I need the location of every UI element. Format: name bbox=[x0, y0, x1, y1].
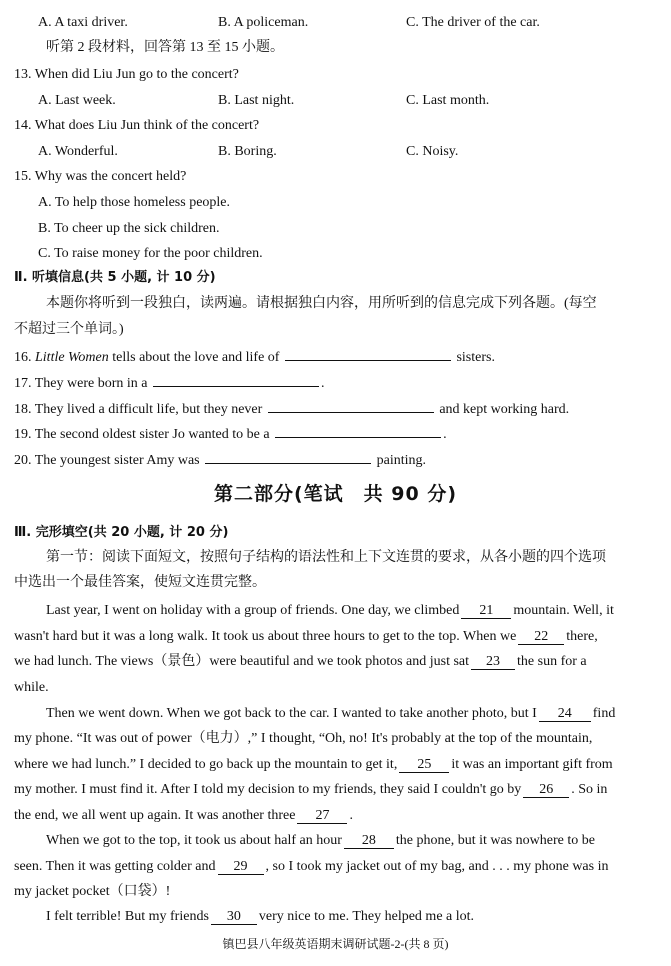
passage-line bbox=[14, 681, 49, 695]
part2-heading: Ⅱ. 听填信息(共 5 小题, 计 10 分) bbox=[14, 270, 216, 285]
passage-line bbox=[46, 834, 595, 849]
q14-option-b: B. Boring. bbox=[218, 144, 277, 159]
q14-option-c: C. Noisy. bbox=[406, 144, 459, 159]
passage-line bbox=[14, 630, 598, 645]
passage-text: it was an important gift from bbox=[451, 757, 613, 772]
fill-item-19: 19. The second oldest sister Jo wanted to be a . bbox=[14, 427, 447, 442]
part2-instructions-line2: 不超过三个单词。) bbox=[14, 322, 124, 337]
part3-instructions-line1: 第一节：阅读下面短文，按照句子结构的语法性和上下文连贯的要求，从各小题的四个选项 bbox=[46, 550, 606, 565]
passage-text: . bbox=[349, 808, 353, 823]
passage-text: where we had lunch.” I decided to go back up the mountain to get it, bbox=[14, 757, 398, 772]
passage-text: seen. Then it was getting colder and bbox=[14, 859, 216, 874]
passage-text: find bbox=[592, 706, 616, 721]
part3-instructions-line2: 中选出一个最佳答案，使短文连贯完整。 bbox=[14, 575, 266, 590]
passage-text: When we got to the top, it took us about half an hour bbox=[46, 833, 342, 848]
passage-text: while. bbox=[14, 680, 49, 695]
passage-text: Last year, I went on holiday with a group of friends. One day, we climbed bbox=[46, 603, 460, 618]
book-title: Little Women bbox=[35, 350, 109, 365]
cloze-blank-28[interactable]: 28 bbox=[344, 834, 394, 849]
passage-line bbox=[14, 809, 353, 824]
cloze-blank-24[interactable]: 24 bbox=[539, 707, 591, 722]
passage-text: the end, we all went up again. It was another three bbox=[14, 808, 296, 823]
written-part-title: 第二部分(笔试 共 90 分) bbox=[213, 483, 458, 505]
page-footer: 镇巴县八年级英语期末调研试题-2-(共 8 页) bbox=[222, 937, 449, 951]
cloze-blank-25[interactable]: 25 bbox=[399, 758, 449, 773]
passage-line bbox=[46, 707, 615, 722]
q13-option-c: C. Last month. bbox=[406, 93, 490, 108]
part2-instructions-line1: 本题你将听到一段独白，读两遍。请根据独白内容，用所听到的信息完成下列各题。(每空 bbox=[46, 296, 597, 311]
passage-text: mountain. Well, it bbox=[513, 603, 614, 618]
q15-stem: 15. Why was the concert held? bbox=[14, 169, 187, 184]
passage-text: the phone, but it was nowhere to be bbox=[395, 833, 595, 848]
fill-item-18: 18. They lived a difficult life, but they never and kept working hard. bbox=[14, 402, 570, 417]
part3-heading: Ⅲ. 完形填空(共 20 小题, 计 20 分) bbox=[14, 525, 229, 540]
fill-item-20: 20. The youngest sister Amy was painting. bbox=[14, 453, 427, 468]
answer-blank-17[interactable] bbox=[153, 374, 319, 387]
cloze-blank-29[interactable]: 29 bbox=[218, 860, 264, 875]
passage-text: wasn't hard but it was a long walk. It took us about three hours to get to the top. When we bbox=[14, 629, 517, 644]
passage-line bbox=[14, 758, 613, 773]
passage-text: the sun for a bbox=[517, 654, 587, 669]
q15-option-a: A. To help those homeless people. bbox=[38, 195, 231, 210]
cloze-blank-22[interactable]: 22 bbox=[518, 630, 564, 645]
passage-text: Then we went down. When we got back to the car. I wanted to take another photo, but I bbox=[46, 706, 537, 721]
passage-line bbox=[14, 783, 607, 798]
fill-item-16: 16. Little Women tells about the love and life of sisters. bbox=[14, 350, 495, 365]
answer-blank-16[interactable] bbox=[285, 348, 451, 361]
passage-line bbox=[14, 732, 592, 746]
passage-line bbox=[46, 604, 614, 619]
cloze-blank-21[interactable]: 21 bbox=[461, 604, 511, 619]
passage-text: my mother. I must find it. After I told my decision to my friends, they said I couldn't go by bbox=[14, 782, 522, 797]
q15-option-b: B. To cheer up the sick children. bbox=[38, 221, 220, 236]
passage-text: my phone. “It was out of power（电力）,” I thought, “Oh, no! It's probably at the top of the mountain, bbox=[14, 731, 593, 746]
passage-text: . So in bbox=[571, 782, 608, 797]
q12-option-c: C. The driver of the car. bbox=[406, 15, 540, 30]
answer-blank-20[interactable] bbox=[205, 451, 371, 464]
passage-text: very nice to me. They helped me a lot. bbox=[258, 909, 475, 924]
cloze-blank-26[interactable]: 26 bbox=[523, 783, 569, 798]
q12-option-b: B. A policeman. bbox=[218, 15, 309, 30]
q13-stem: 13. When did Liu Jun go to the concert? bbox=[14, 67, 239, 82]
fill-item-17: 17. They were born in a . bbox=[14, 376, 325, 391]
answer-blank-18[interactable] bbox=[268, 400, 434, 413]
q13-option-a: A. Last week. bbox=[38, 93, 116, 108]
q15-option-c: C. To raise money for the poor children. bbox=[38, 246, 263, 261]
cloze-blank-23[interactable]: 23 bbox=[471, 655, 515, 670]
section-intro-2: 听第 2 段材料，回答第 13 至 15 小题。 bbox=[46, 40, 284, 55]
passage-line bbox=[14, 885, 170, 899]
q14-option-a: A. Wonderful. bbox=[38, 144, 118, 159]
q12-option-a: A. A taxi driver. bbox=[38, 15, 128, 30]
passage-line bbox=[46, 910, 474, 925]
q14-stem: 14. What does Liu Jun think of the concert? bbox=[14, 118, 260, 133]
passage-text: my jacket pocket（口袋）! bbox=[14, 884, 171, 899]
answer-blank-19[interactable] bbox=[275, 425, 441, 438]
cloze-blank-30[interactable]: 30 bbox=[211, 910, 257, 925]
passage-text: we had lunch. The views（景色）were beautiful and we took photos and just sat bbox=[14, 654, 470, 669]
passage-text: there, bbox=[566, 629, 598, 644]
passage-text: I felt terrible! But my friends bbox=[46, 909, 209, 924]
cloze-blank-27[interactable]: 27 bbox=[297, 809, 347, 824]
q13-option-b: B. Last night. bbox=[218, 93, 295, 108]
passage-line bbox=[14, 860, 608, 875]
passage-text: , so I took my jacket out of my bag, and . . . my phone was in bbox=[265, 859, 609, 874]
passage-line bbox=[14, 655, 587, 670]
